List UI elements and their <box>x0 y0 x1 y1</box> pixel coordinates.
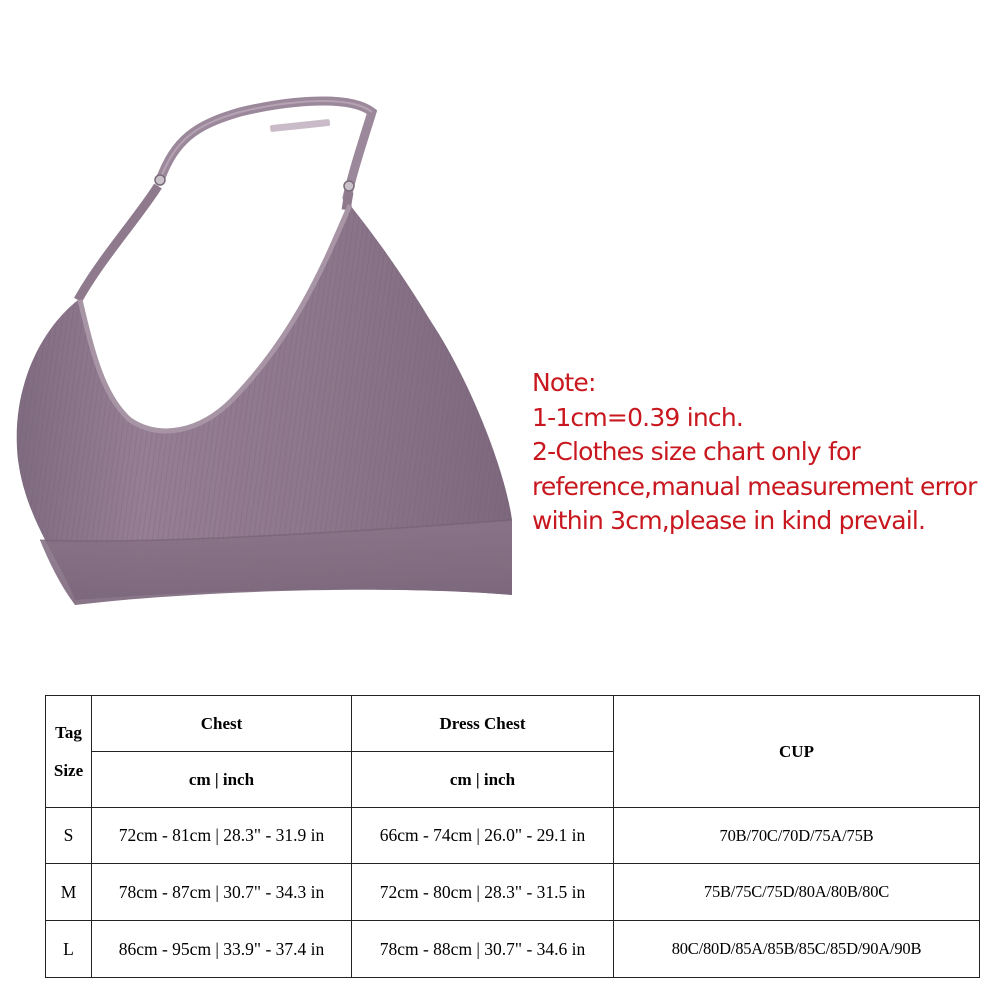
cup-cell: 80C/80D/85A/85B/85C/85D/90A/90B <box>614 921 980 978</box>
size-cell: S <box>46 808 92 864</box>
table-row <box>46 921 980 978</box>
chest-cell: 86cm - 95cm | 33.9" - 37.4 in <box>92 921 352 978</box>
size-note <box>532 366 992 539</box>
cup-header: CUP <box>614 696 980 808</box>
dress-chest-cell: 72cm - 80cm | 28.3" - 31.5 in <box>352 864 614 921</box>
dress-chest-cell: 78cm - 88cm | 30.7" - 34.6 in <box>352 921 614 978</box>
tag-size-header-line1: Tag <box>55 722 82 742</box>
chest-unit-header: cm | inch <box>92 752 352 808</box>
tag-size-header <box>46 696 92 808</box>
size-chart-table <box>45 695 980 978</box>
note-line: reference,manual measurement error <box>532 471 977 501</box>
note-line: 1-1cm=0.39 inch. <box>532 402 744 432</box>
bra-product-image <box>0 0 540 640</box>
chest-cell: 72cm - 81cm | 28.3" - 31.9 in <box>92 808 352 864</box>
tag-size-header-line2: Size <box>53 760 84 780</box>
table-row <box>46 864 980 921</box>
cup-cell: 75B/75C/75D/80A/80B/80C <box>614 864 980 921</box>
cup-cell: 70B/70C/70D/75A/75B <box>614 808 980 864</box>
table-row <box>46 808 980 864</box>
dress-chest-unit-header: cm | inch <box>352 752 614 808</box>
chest-cell: 78cm - 87cm | 30.7" - 34.3 in <box>92 864 352 921</box>
dress-chest-cell: 66cm - 74cm | 26.0" - 29.1 in <box>352 808 614 864</box>
note-line: 2-Clothes size chart only for <box>532 437 860 466</box>
note-line: within 3cm,please in kind prevail. <box>532 506 926 535</box>
note-title: Note: <box>532 368 596 397</box>
dress-chest-header: Dress Chest <box>352 696 614 752</box>
size-cell: M <box>46 864 92 921</box>
size-cell: L <box>46 921 92 978</box>
chest-header: Chest <box>92 696 352 752</box>
